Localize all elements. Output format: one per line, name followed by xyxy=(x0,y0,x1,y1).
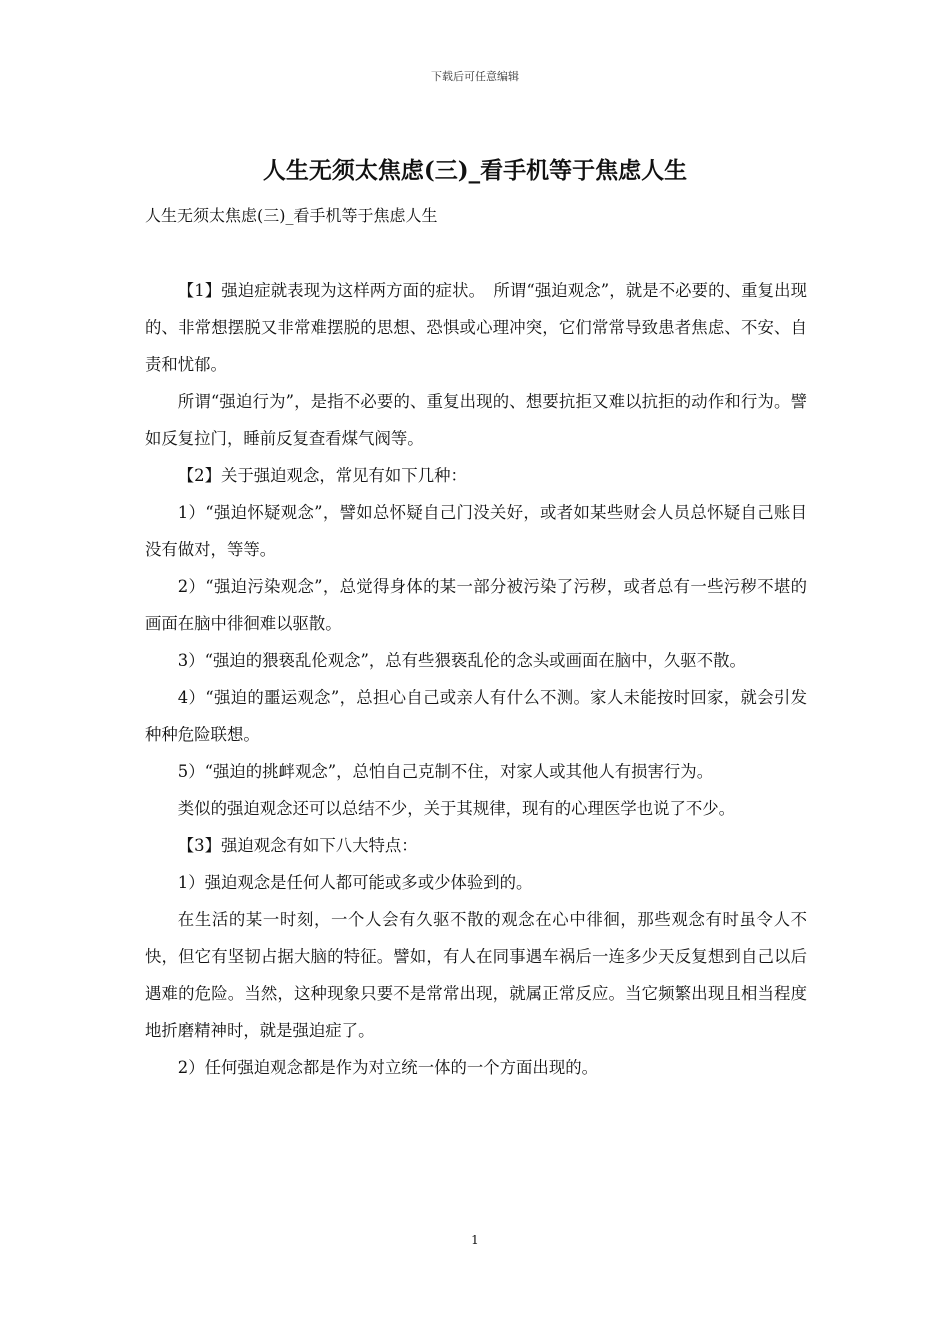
document-subtitle: 人生无须太焦虑(三)_看手机等于焦虑人生 xyxy=(145,206,438,225)
document-title: 人生无须太焦虑(三)_看手机等于焦虑人生 xyxy=(262,157,688,184)
paragraph: 【2】关于强迫观念，常见有如下几种： xyxy=(177,466,467,485)
paragraph: 类似的强迫观念还可以总结不少，关于其规律，现有的心理医学也说了不少。 xyxy=(177,799,736,818)
document-body xyxy=(145,272,807,1086)
paragraph: 【1】强迫症就表现为这样两方面的症状。 所谓“强迫观念”，就是不必要的、重复出现的、非常想摆脱又非常难摆脱的思想、恐惧或心理冲突，它们常常导致患者焦虑、不安、自责和忧郁。 xyxy=(145,281,807,374)
page-header: 下载后可任意编辑 xyxy=(431,70,519,83)
paragraph: 2）任何强迫观念都是作为对立统一体的一个方面出现的。 xyxy=(177,1058,598,1077)
page-number: 1 xyxy=(471,1233,479,1247)
paragraph: 5）“强迫的挑衅观念”，总怕自己克制不住，对家人或其他人有损害行为。 xyxy=(177,762,714,781)
paragraph: 1）“强迫怀疑观念”，譬如总怀疑自己门没关好，或者如某些财会人员总怀疑自己账目没有做对，等等。 xyxy=(145,503,807,559)
paragraph: 2）“强迫污染观念”，总觉得身体的某一部分被污染了污秽，或者总有一些污秽不堪的画面在脑中徘徊难以驱散。 xyxy=(145,577,807,633)
paragraph: 1）强迫观念是任何人都可能或多或少体验到的。 xyxy=(177,873,533,892)
paragraph: 【3】强迫观念有如下八大特点： xyxy=(177,836,418,855)
paragraph: 在生活的某一时刻，一个人会有久驱不散的观念在心中徘徊，那些观念有时虽令人不快，但它有坚韧占据大脑的特征。譬如，有人在同事遇车祸后一连多少天反复想到自己以后遇难的危险。当然，这种现象只要不是常常出现，就属正常反应。当它频繁出现且相当程度地折磨精神时，就是强迫症了。 xyxy=(145,910,807,1040)
paragraph: 3）“强迫的猥亵乱伦观念”，总有些猥亵乱伦的念头或画面在脑中，久驱不散。 xyxy=(177,651,746,670)
paragraph: 所谓“强迫行为”，是指不必要的、重复出现的、想要抗拒又难以抗拒的动作和行为。譬如反复拉门，睡前反复查看煤气阀等。 xyxy=(145,392,807,448)
paragraph: 4）“强迫的噩运观念”，总担心自己或亲人有什么不测。家人未能按时回家，就会引发种种危险联想。 xyxy=(145,688,807,744)
